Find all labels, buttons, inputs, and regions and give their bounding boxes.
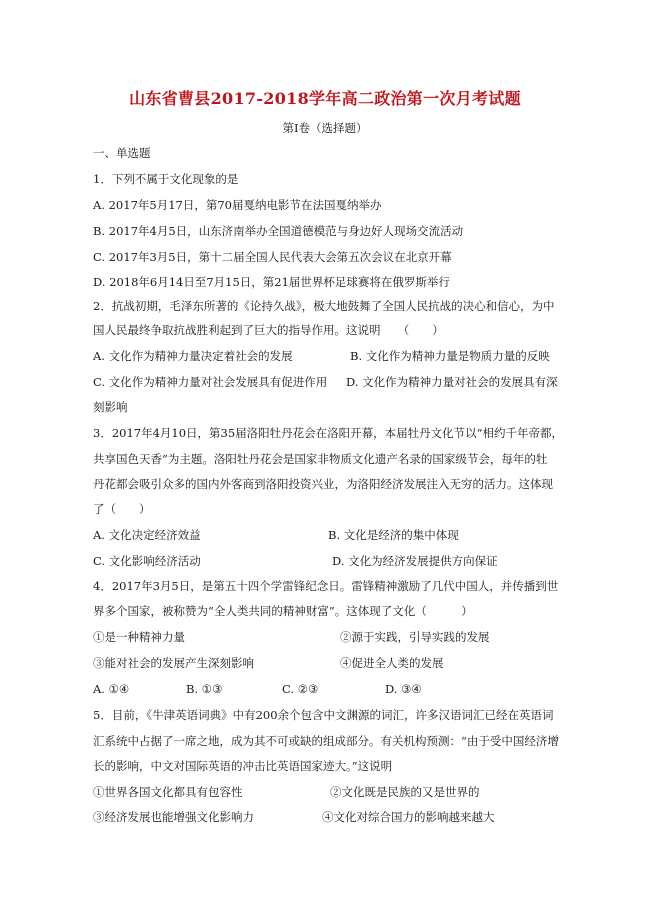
question-2-option-c: C. 文化作为精神力量对社会发展具有促进作用 (93, 375, 328, 389)
question-4-item-2: ②源于实践，引导实践的发展 (340, 630, 490, 644)
question-1-stem: 1．下列不属于文化现象的是 (93, 172, 239, 186)
question-3-stem-line: 3．2017年4月10日，第35届洛阳牡丹花会在洛阳开幕，本届牡丹文化节以“相约千年帝都， (93, 426, 564, 440)
question-4-option-b: B. ①③ (186, 682, 223, 696)
question-5-stem-line: 5．目前，《牛津英语词典》中有200余个包含中文渊源的词汇，许多汉语词汇已经在英语词 (93, 708, 554, 722)
question-2-option-b: B. 文化作为精神力量是物质力量的反映 (350, 349, 550, 363)
question-4-stem-line: 4．2017年3月5日，是第五十四个学雷锋纪念日。雷锋精神激励了几代中国人，并传播到世 (93, 579, 559, 593)
question-3-stem-line: 丹花都会吸引众多的国内外客商到洛阳投资兴业，为洛阳经济发展注入无穷的活力。这体现 (93, 477, 553, 491)
question-2-option-d-wrap: 刻影响 (93, 400, 128, 414)
question-4-item-4: ④促进全人类的发展 (340, 656, 444, 670)
question-5-item-4: ④文化对综合国力的影响越来越大 (322, 810, 495, 824)
question-2-option-a: A. 文化作为精神力量决定着社会的发展 (93, 349, 293, 363)
question-3-option-a: A. 文化决定经济效益 (93, 528, 201, 542)
question-5-item-1: ①世界各国文化都具有包容性 (93, 785, 243, 799)
question-4-stem-line: 界多个国家，被称赞为“全人类共同的精神财富”。这体现了文化（ ） (93, 604, 473, 618)
question-5-item-2: ②文化既是民族的又是世界的 (330, 785, 480, 799)
question-3-option-b: B. 文化是经济的集中体现 (328, 528, 459, 542)
question-1-option-a: A. 2017年5月17日，第70届戛纳电影节在法国戛纳举办 (93, 198, 382, 212)
question-3-stem-line: 共享国色天香”为主题。洛阳牡丹花会是国家非物质文化遗产名录的国家级节会，每年的牡 (93, 452, 548, 466)
question-5-item-3: ③经济发展也能增强文化影响力 (93, 810, 254, 824)
question-1-option-d: D. 2018年6月14日至7月15日，第21届世界杯足球赛将在俄罗斯举行 (93, 275, 450, 289)
question-5-stem-line: 长的影响，中文对国际英语的冲击比英语国家迹大。”这说明 (93, 759, 393, 773)
question-5-stem-line: 汇系统中占据了一席之地，成为其不可或缺的组成部分。有关机构预测：“由于受中国经济增 (93, 734, 559, 748)
section-subtitle: 第Ⅰ卷（选择题） (282, 121, 368, 135)
question-2-stem-line: 国人民最终争取抗战胜利起到了巨大的指导作用。这说明 （ ） (93, 323, 444, 337)
section-label: 一、单选题 (93, 146, 151, 160)
question-2-stem-line: 2．抗战初期，毛泽东所著的《论持久战》，极大地鼓舞了全国人民抗战的决心和信心，为中 (93, 299, 555, 313)
question-4-option-d: D. ③④ (385, 682, 422, 696)
question-4-item-3: ③能对社会的发展产生深刻影响 (93, 656, 254, 670)
question-4-option-c: C. ②③ (282, 682, 319, 696)
question-3-stem-line: 了（ ） (93, 502, 151, 516)
page-title: 山东省曹县2017-2018学年高二政治第一次月考试题 (129, 89, 521, 108)
question-4-item-1: ①是一种精神力量 (93, 630, 185, 644)
question-3-option-d: D. 文化为经济发展提供方向保证 (332, 554, 498, 568)
question-4-option-a: A. ①④ (93, 682, 130, 696)
question-1-option-b: B. 2017年4月5日，山东济南举办全国道德模范与身边好人现场交流活动 (93, 224, 464, 238)
question-2-option-d: D. 文化作为精神力量对社会的发展具有深 (346, 375, 558, 389)
question-3-option-c: C. 文化影响经济活动 (93, 554, 201, 568)
question-1-option-c: C. 2017年3月5日，第十二届全国人民代表大会第五次会议在北京开幕 (93, 250, 452, 264)
